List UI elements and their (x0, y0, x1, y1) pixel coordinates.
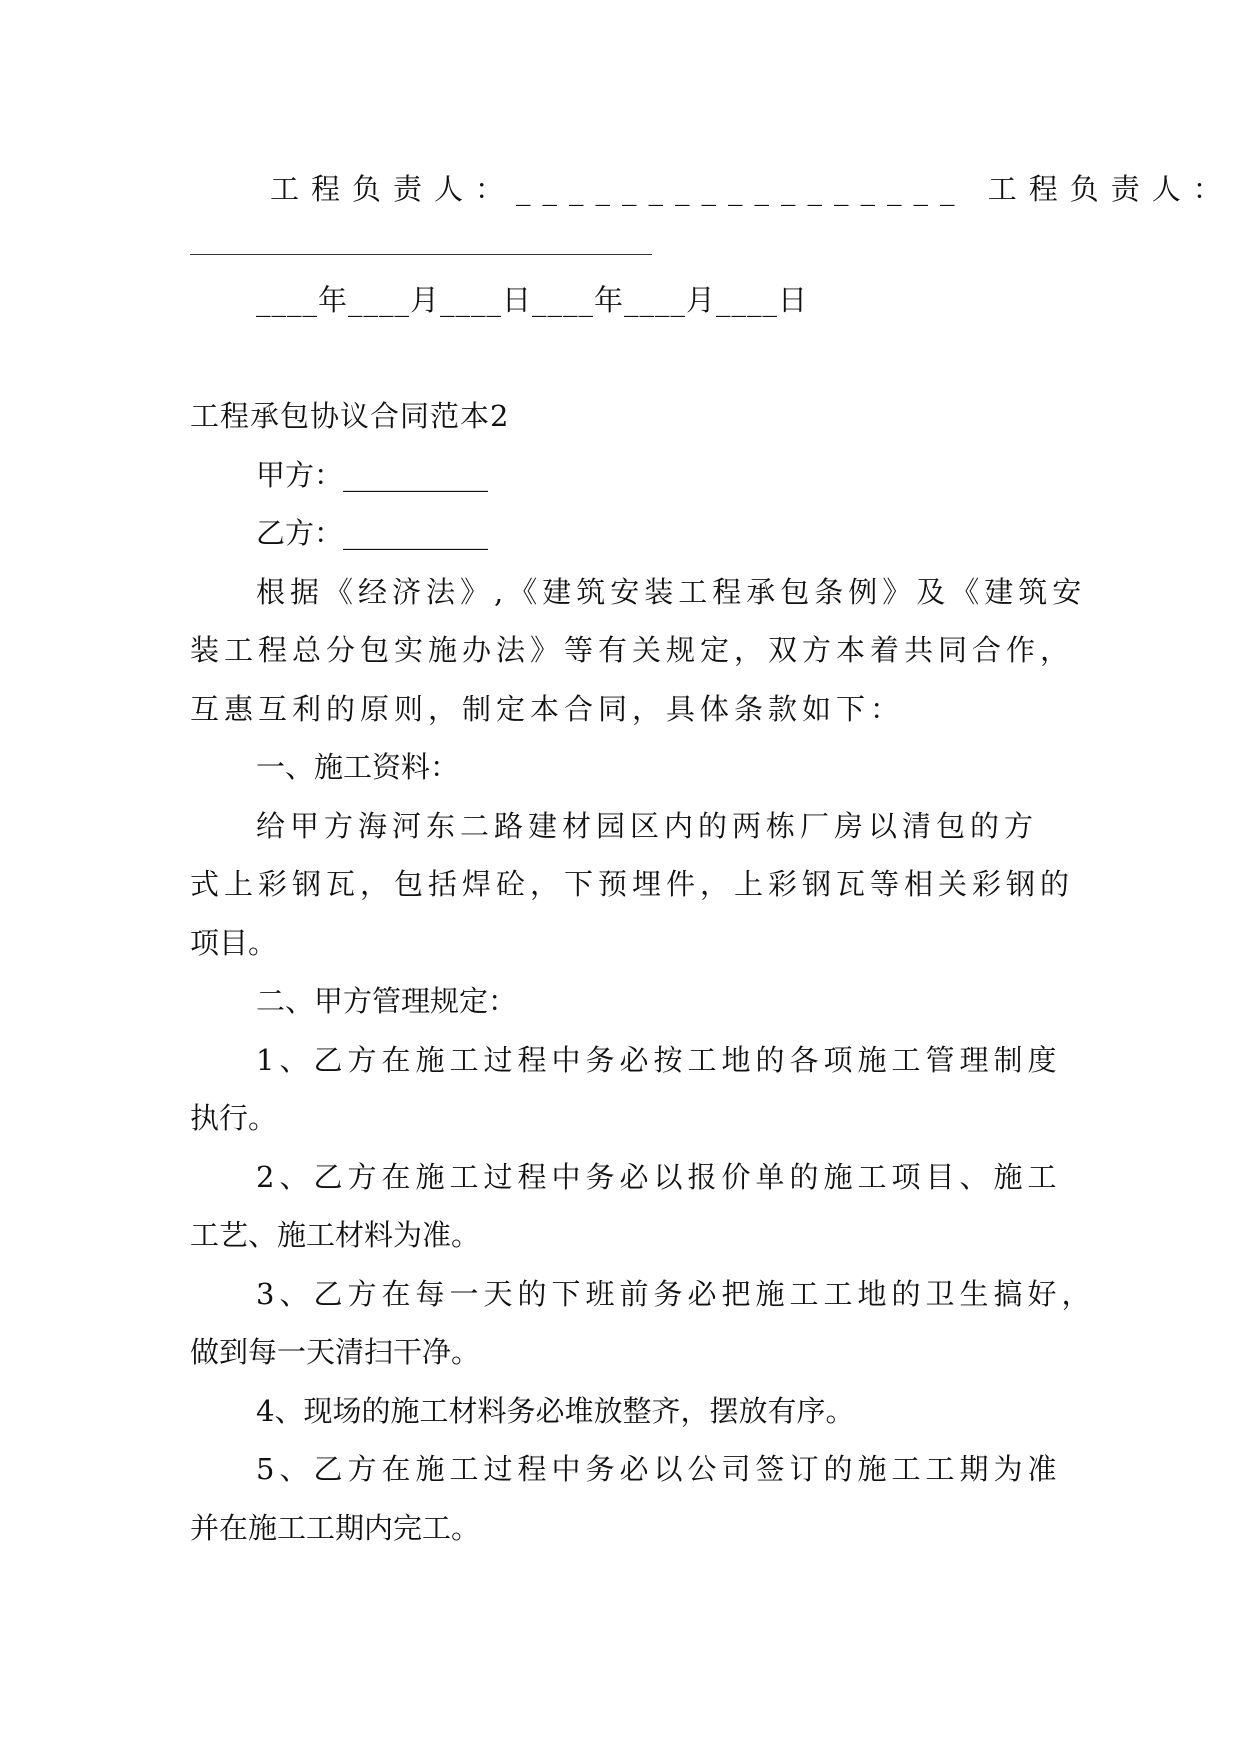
party-a-line: 甲方：__________ (256, 458, 489, 492)
rule-item-1-line: 1、乙方在施工过程中务必按工地的各项施工管理制度 (256, 1043, 1062, 1077)
section2-heading: 二、甲方管理规定： (256, 984, 518, 1018)
section1-body-line: 式上彩钢瓦，包括焊砼，下预埋件，上彩钢瓦等相关彩钢的 (190, 867, 1075, 901)
section1-body-line: 给甲方海河东二路建材园区内的两栋厂房以清包的方 (256, 809, 1039, 843)
rule-item-2-line: 2、乙方在施工过程中务必以报价单的施工项目、施工 (256, 1160, 1062, 1194)
rule-item-5-line: 并在施工工期内完工。 (190, 1511, 481, 1545)
section1-body-line: 项目。 (190, 926, 278, 960)
document-title: 工程承包协议合同范本2 (190, 399, 510, 433)
signature-blank-rule (190, 254, 652, 255)
signature-line: 工程负责人：_________________ 工程负责人： (270, 172, 1234, 206)
party-b-line: 乙方：__________ (256, 516, 489, 550)
section1-heading: 一、施工资料： (256, 750, 460, 784)
date-line: ____年____月____日____年____月____日 (256, 283, 809, 317)
rule-item-5-line: 5、乙方在施工过程中务必以公司签订的施工工期为准 (256, 1452, 1062, 1486)
rule-item-1-line: 执行。 (190, 1101, 278, 1135)
rule-item-4-line: 4、现场的施工材料务必堆放整齐，摆放有序。 (256, 1394, 855, 1428)
preamble-line: 互惠互利的原则，制定本合同，具体条款如下： (190, 692, 905, 726)
rule-item-2-line: 工艺、施工材料为准。 (190, 1218, 481, 1252)
preamble-line: 根据《经济法》,《建筑安装工程承包条例》及《建筑安 (256, 575, 1087, 609)
rule-item-3-line: 3、乙方在每一天的下班前务必把施工工地的卫生搞好， (256, 1277, 1096, 1311)
rule-item-3-line: 做到每一天清扫干净。 (190, 1335, 481, 1369)
preamble-line: 装工程总分包实施办法》等有关规定，双方本着共同合作， (190, 633, 1075, 667)
